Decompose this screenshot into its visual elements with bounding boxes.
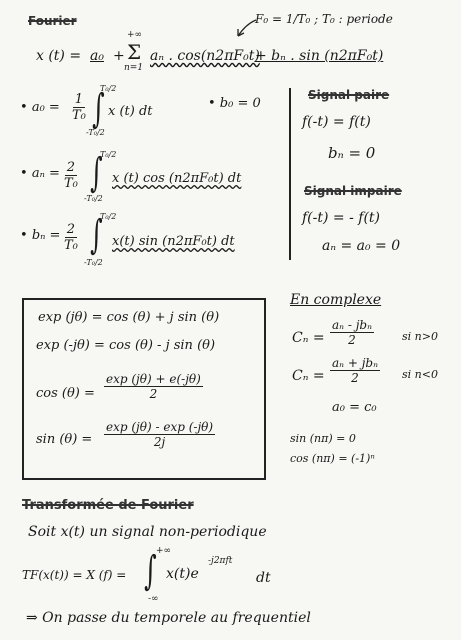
sin-label: sin (θ) = [36,432,93,447]
cn-negative-condition: si n<0 [402,368,438,381]
tf-exponent: -j2πft [208,556,233,566]
arrow-icon [232,18,258,40]
odd-signal-title: Signal impaire [304,184,402,198]
parity-divider [289,88,291,260]
series-lhs: x (t) = [36,48,82,64]
cos-n-pi: cos (nπ) = (-1)ⁿ [290,452,375,465]
an-fraction: $\frac{2}{\text{T₀}}$ [64,160,78,191]
transform-conclusion: ⇒ On passe du temporele au frequentiel [26,610,311,626]
cn-positive-fraction: $\frac{\text{aₙ - jbₙ}}{2}$ [332,318,372,347]
sum-icon: Σ [127,40,142,64]
a0-upper-limit: T₀/2 [100,84,117,93]
tf-integral-icon: ∫ [144,548,157,594]
an-integral-icon: ∫ [90,150,103,196]
sum-lower-limit: n=1 [124,63,144,73]
a0-lower-limit: -T₀/2 [86,128,105,137]
an-label: • aₙ = [20,166,60,181]
a0-label: • a₀ = [20,100,60,115]
tf-dt: dt [256,570,271,586]
an-upper-limit: T₀/2 [100,150,117,159]
series-bn-term: + bₙ . sin (n2πF₀t) [255,48,384,64]
an-integrand: x (t) cos (n2πF₀t) dt [112,171,242,186]
bn-fraction: $\frac{2}{\text{T₀}}$ [64,222,78,253]
even-signal-result: bₙ = 0 [328,144,376,162]
cn-positive-label: Cₙ = [292,330,325,346]
even-signal-rule: f(-t) = f(t) [302,114,371,130]
a0-integral-icon: ∫ [92,86,105,132]
tf-upper-limit: +∞ [156,546,172,556]
transform-title: Transformée de Fourier [22,498,194,513]
bn-upper-limit: T₀/2 [100,212,117,221]
series-an-term: aₙ . cos(n2πF₀t) [150,48,260,64]
a0-fraction: $\frac{1}{\text{T₀}}$ [72,92,86,123]
odd-signal-result: aₙ = a₀ = 0 [322,238,401,254]
cn-negative-label: Cₙ = [292,368,325,384]
even-signal-title: Signal paire [308,88,390,102]
odd-signal-rule: f(-t) = - f(t) [302,210,381,226]
cn-negative-fraction: $\frac{\text{aₙ + jbₙ}}{2}$ [332,356,378,385]
f0-definition: F₀ = 1/T₀ ; T₀ : periode [255,12,393,26]
a0-equals-c0: a₀ = c₀ [332,400,377,415]
series-a0: a₀ [90,48,104,64]
bn-lower-limit: -T₀/2 [84,258,103,267]
complex-title: En complexe [290,292,382,308]
bn-label: • bₙ = [20,228,61,243]
bn-integrand: x(t) sin (n2πF₀t) dt [112,234,235,249]
tf-lhs: TF(x(t)) = X (f) = [22,568,127,582]
b0-zero: • b₀ = 0 [208,96,261,111]
transform-intro: Soit x(t) un signal non-periodique [28,524,267,540]
tf-lower-limit: -∞ [148,594,159,604]
series-plus: + [113,48,125,64]
cos-fraction: $\frac{\exp (j\theta) + e(-j\theta)}{2}$ [106,372,201,401]
bn-integral-icon: ∫ [90,212,103,258]
cn-positive-condition: si n>0 [402,330,438,343]
euler-exp-minus: exp (-jθ) = cos (θ) - j sin (θ) [36,338,216,353]
an-lower-limit: -T₀/2 [84,194,103,203]
sin-fraction: $\frac{\exp (j\theta) - \exp (-j\theta)}{2j}$ [106,420,214,449]
euler-exp-plus: exp (jθ) = cos (θ) + j sin (θ) [38,310,220,325]
section-title-fourier: Fourier [28,14,77,28]
sin-n-pi: sin (nπ) = 0 [290,432,356,445]
a0-integrand: x (t) dt [108,104,153,119]
cos-label: cos (θ) = [36,386,95,401]
tf-integrand: x(t)e [166,566,199,582]
sum-upper-limit: +∞ [127,30,143,40]
